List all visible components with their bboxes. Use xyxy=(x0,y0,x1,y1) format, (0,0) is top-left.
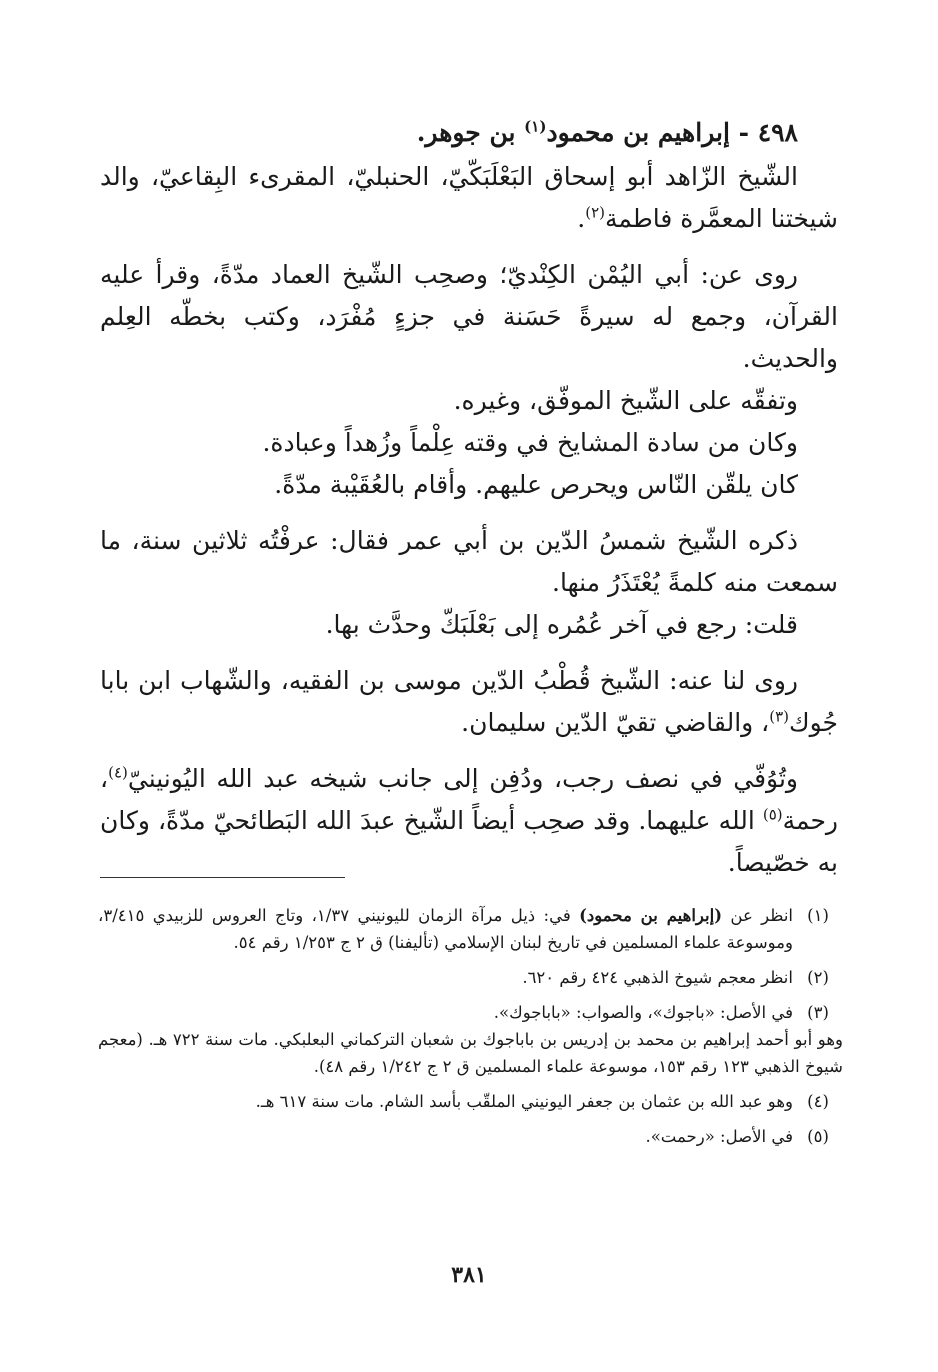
mention-paragraph: ذكره الشّيخ شمسُ الدّين بن أبي عمر فقال: عرفْتُه ثلاثين سنة، ما سمعت منه كلمةً يُعْتَذَرُ منها. xyxy=(100,526,838,597)
footnote-number: (٣) xyxy=(807,1003,829,1022)
death-text: وتُوُفّي في نصف رجب، ودُفِن إلى جانب شيخه عبد الله اليُونينيّ xyxy=(127,764,798,793)
footnote-number: (٤) xyxy=(807,1092,829,1111)
footnote-2 xyxy=(98,964,843,991)
footnote-text: وهو عبد الله بن عثمان بن جعفر اليونيني الملقّب بأسد الشام. مات سنة ٦١٧ هـ. xyxy=(255,1092,793,1111)
footnote-ref: (٤) xyxy=(108,763,128,782)
entry-heading xyxy=(100,112,838,154)
intro-text: الشّيخ الزّاهد أبو إسحاق البَعْلَبَكّيّ، الحنبليّ، المقرىء البِقاعيّ، والد شيختنا المعمَّرة فاطمة xyxy=(100,162,838,233)
footnote-4 xyxy=(98,1088,843,1115)
intro-end: . xyxy=(577,204,586,233)
footnote-3 xyxy=(98,999,843,1026)
death-text-mid: ، رحمة xyxy=(100,764,838,835)
footnote-number: (١) xyxy=(807,906,829,925)
footnote-text-part: في: ذيل مرآة الزمان لليونيني ١/٣٧، وتاج العروس للزبيدي ٣/٤١٥، وموسوعة علماء المسلمين في تاريخ لبنان الإسلامي (تأليفنا) ق ٢ ج ١/٢٥٣ رقم ٥٤. xyxy=(98,906,793,952)
death-paragraph xyxy=(100,758,838,884)
entry-name: إبراهيم بن محمود xyxy=(546,118,730,147)
footnote-1 xyxy=(98,902,843,956)
page-number: ٣٨١ xyxy=(451,1262,487,1288)
footnote-ref: (١) xyxy=(524,117,547,136)
footnote-text: انظر معجم شيوخ الذهبي ٤٢٤ رقم ٦٢٠. xyxy=(522,968,793,987)
fiqh-paragraph: وتفقّه على الشّيخ الموفّق، وغيره. xyxy=(453,386,798,415)
footnote-number: (٥) xyxy=(807,1127,829,1146)
footnote-ref: (٥) xyxy=(762,805,783,824)
entry-number: ٤٩٨ - xyxy=(738,118,798,147)
narration-paragraph: روى عن: أبي اليُمْن الكِنْديّ؛ وصحِب الشّيخ العماد مدّةً، وقرأ عليه القرآن، وجمع له سيرةً حَسَنة في جزءٍ مُفْرَد، وكتب بخطّه العِلم والحديث. xyxy=(100,260,838,373)
intro-paragraph xyxy=(100,156,838,240)
students-paragraph xyxy=(100,660,838,744)
footnote-text-part: انظر عن xyxy=(722,906,793,925)
death-text-end: الله عليهما. وقد صحِب أيضاً الشّيخ عبدَ الله البَطائحيّ مدّةً، وكان به خصّيصاً. xyxy=(100,806,838,877)
footnote-5 xyxy=(98,1123,843,1150)
footnote-separator xyxy=(100,877,345,878)
footnote-text: في الأصل: «رحمت». xyxy=(645,1127,793,1146)
footnote-3-continuation: وهو أبو أحمد إبراهيم بن محمد بن إدريس بن باباجوك بن شعبان التركماني البعلبكي. مات سنة ٧٢٢ هـ. (معجم شيوخ الذهبي ١٢٣ رقم ١٥٣، موسوعة علماء المسلمين ق ٢ ج ١/٢٤٢ رقم ٤٨). xyxy=(98,1030,843,1076)
author-note-paragraph: قلت: رجع في آخر عُمُره إلى بَعْلَبَكّ وحدَّث بها. xyxy=(325,610,798,639)
footnote-ref: (٣) xyxy=(769,707,790,726)
teaching-paragraph: كان يلقّن النّاس ويحرص عليهم. وأقام بالعُقَيْبة مدّةً. xyxy=(274,470,798,499)
footnotes xyxy=(98,902,843,1158)
footnote-ref: (٢) xyxy=(585,203,606,222)
footnote-text xyxy=(98,902,793,956)
footnote-number: (٢) xyxy=(807,968,829,987)
biography-entry xyxy=(100,112,838,898)
entry-name-rest: بن جوهر. xyxy=(416,118,516,147)
footnote-text: في الأصل: «باجوك»، والصواب: «باباجوك». xyxy=(493,1003,793,1022)
footnote-bold-name: (إبراهيم بن محمود) xyxy=(579,906,723,925)
students-text-end: ، والقاضي تقيّ الدّين سليمان. xyxy=(461,708,770,737)
status-paragraph: وكان من سادة المشايخ في وقته عِلْماً وزُهداً وعبادة. xyxy=(262,428,798,457)
students-text: روى لنا عنه: الشّيخ قُطْبُ الدّين موسى بن الفقيه، والشّهاب ابن بابا جُوك xyxy=(100,666,838,737)
